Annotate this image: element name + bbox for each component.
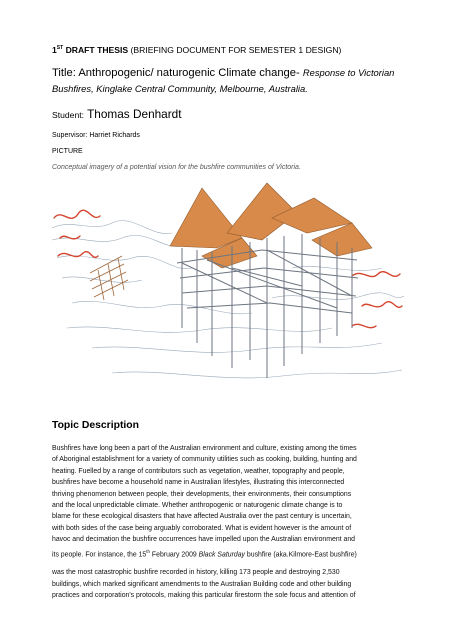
paragraph-line: practices and corporation's protocols, making this particular firestorm the sole focus and attention of (52, 592, 356, 600)
black-saturday-italic: Black Saturday (198, 550, 245, 558)
paragraph-line: bushfires have become a household name in Australian lifestyles, illustrating this interconnected (52, 479, 345, 487)
paragraph-line (52, 546, 404, 561)
paragraph-line-middle: February 2009 (150, 550, 199, 558)
paragraph-line: Bushfires have long been a part of the Australian environment and culture, existing among the times (52, 445, 357, 452)
document-title (52, 67, 394, 79)
student-line (52, 107, 182, 121)
student-name: Thomas Denhardt (87, 107, 182, 121)
title-main: Title: Anthropogenic/ naturogenic Climate change- (52, 67, 300, 79)
header-superscript: ST (56, 45, 64, 52)
paragraph-1 (52, 443, 404, 560)
supervisor-line: Supervisor: Harriet Richards (52, 132, 140, 139)
document-header (52, 45, 341, 55)
header-draft-label: DRAFT THESIS (65, 45, 129, 55)
paragraph-line: havoc and decimation the bushfire occurrences have impelled upon the Australian environment and (52, 536, 355, 544)
conceptual-sketch-illustration (52, 178, 404, 406)
section-heading-topic-description: Topic Description (52, 420, 139, 431)
paragraph-line-start: its people. For instance, the 15 (52, 550, 147, 558)
header-draft-note: (BRIEFING DOCUMENT FOR SEMESTER 1 DESIGN) (130, 45, 342, 55)
header-number: 1 (52, 45, 57, 55)
paragraph-line: heating. Fuelled by a range of contributors such as vegetation, weather, topography and people, (52, 467, 345, 475)
student-label: Student: (52, 110, 85, 120)
figure-caption: Conceptual imagery of a potential vision for the bushfire communities of Victoria. (52, 164, 301, 171)
date-ordinal-superscript: th (146, 548, 150, 554)
picture-label: PICTURE (52, 148, 83, 155)
paragraph-line: was the most catastrophic bushfire recorded in history, killing 173 people and destroying 2,530 (52, 569, 340, 577)
paragraph-line: buildings, which marked significant amendments to the Australian Building code and other building (52, 580, 352, 588)
topic-description-body (52, 443, 404, 602)
paragraph-line: thriving phenomenon between people, their developments, their environments, their consumptions (52, 490, 352, 498)
paragraph-2 (52, 567, 404, 601)
paragraph-line: and the local unpredictable climate. Whether anthropogenic or naturogenic climate change is to (52, 502, 343, 510)
paragraph-line-end: bushfire (aka.Kilmore-East bushfire) (245, 550, 357, 558)
title-italic-part1: Response to Victorian (302, 67, 395, 78)
paragraph-line: with both sides of the case being arguably corroborated. What is evident however is the amount of (52, 524, 352, 532)
paragraph-line: of Aboriginal establishment for a variety of community utilities such as cooking, building, hunting and (52, 456, 357, 464)
paragraph-line: blame for these ecological disasters that have affected Australia over the past century is uncertain, (52, 513, 352, 521)
title-italic-part2: Bushfires, Kinglake Central Community, Melbourne, Australia. (52, 83, 308, 94)
